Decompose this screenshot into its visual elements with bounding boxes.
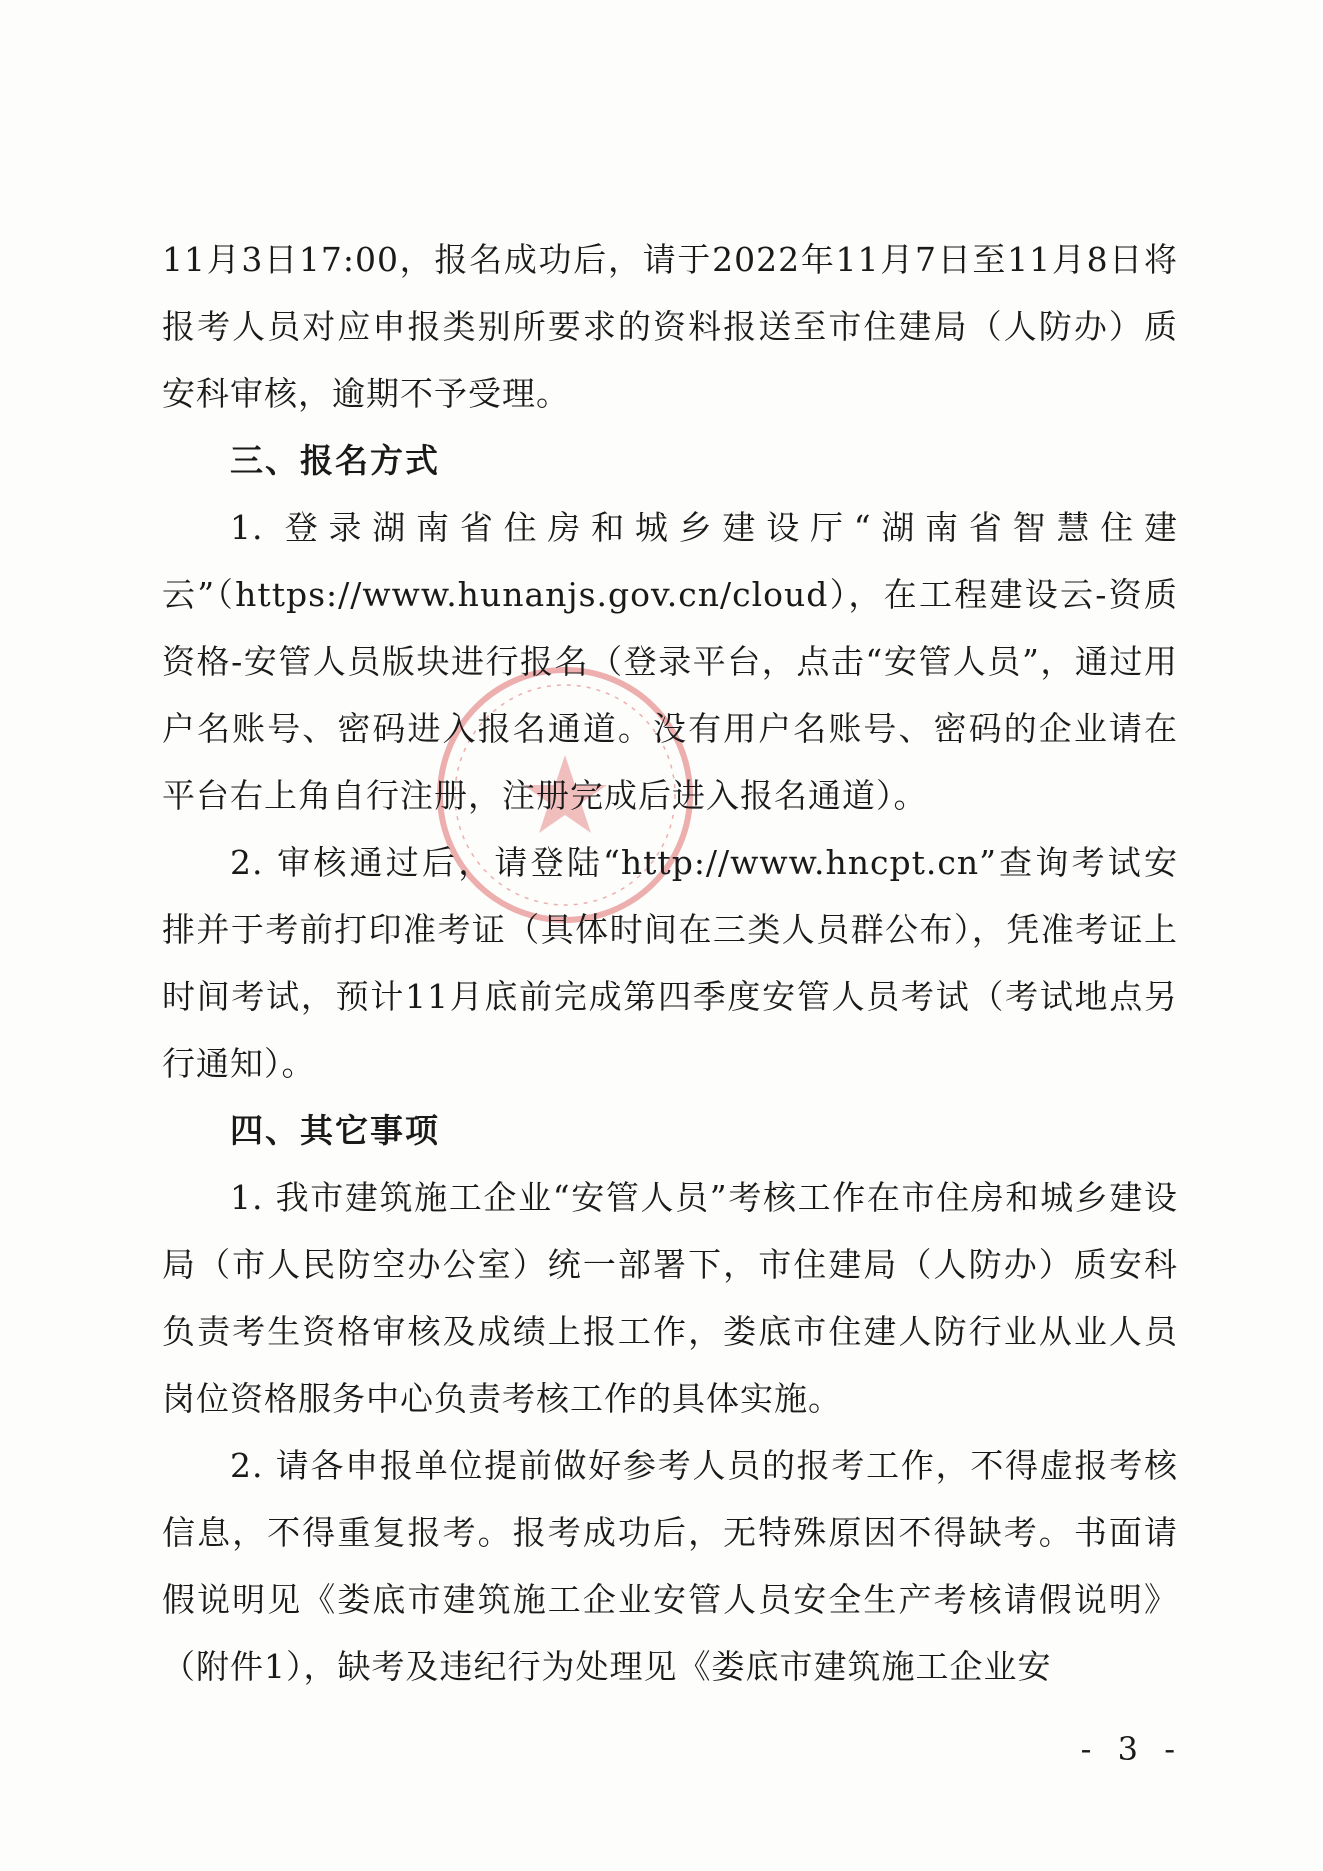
page-number: - 3 - [1080,1730,1183,1768]
paragraph-registration-step-2: 2. 审核通过后，请登陆“http://www.hncpt.cn”查询考试安排并于考前打印准考证（具体时间在三类人员群公布），凭准考证上时间考试，预计11月底前完成第四季度安管人员考试（考试地点另行通知）。 [162,843,1178,1083]
section-heading-other-matters: 四、其它事项 [230,1111,440,1150]
document-body [162,226,1178,1700]
paragraph-continuation: 11月3日17:00，报名成功后，请于2022年11月7日至11月8日将报考人员对应申报类别所要求的资料报送至市住建局（人防办）质安科审核，逾期不予受理。 [162,240,1178,413]
section-heading-registration-method: 三、报名方式 [230,441,440,480]
paragraph-other-matters-1: 1. 我市建筑施工企业“安管人员”考核工作在市住房和城乡建设局（市人民防空办公室）统一部署下，市住建局（人防办）质安科负责考生资格审核及成绩上报工作，娄底市住建人防行业从业人员岗位资格服务中心负责考核工作的具体实施。 [162,1178,1178,1418]
paragraph-registration-step-1: 1. 登录湖南省住房和城乡建设厅“湖南省智慧住建云”（https://www.hunanjs.gov.cn/cloud），在工程建设云-资质资格-安管人员版块进行报名（登录平台，点击“安管人员”，通过用户名账号、密码进入报名通道。没有用户名账号、密码的企业请在平台右上角自行注册，注册完成后进入报名通道）。 [162,508,1178,815]
paragraph-other-matters-2: 2. 请各申报单位提前做好参考人员的报考工作，不得虚报考核信息，不得重复报考。报考成功后，无特殊原因不得缺考。书面请假说明见《娄底市建筑施工企业安管人员安全生产考核请假说明》（附件1），缺考及违纪行为处理见《娄底市建筑施工企业安 [162,1446,1178,1686]
